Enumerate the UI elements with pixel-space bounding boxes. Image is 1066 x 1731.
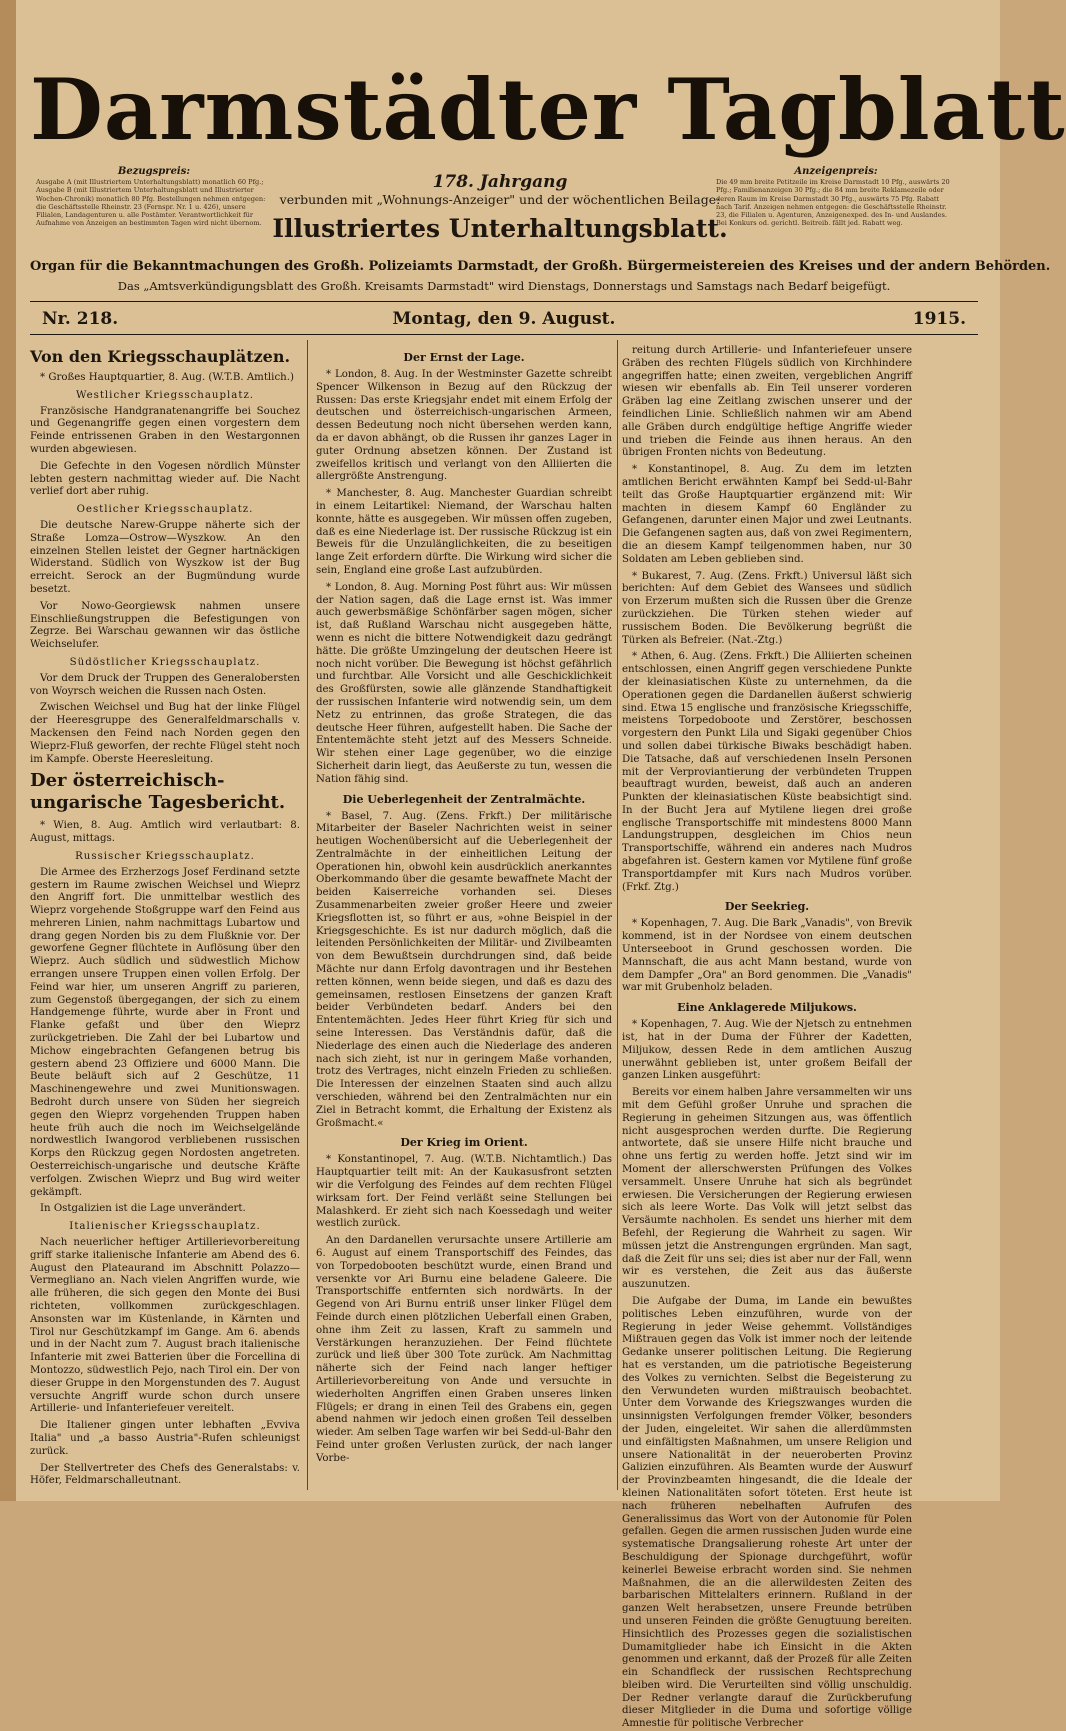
column-divider-1 — [307, 340, 308, 1490]
section-heading: Italienischer Kriegsschauplatz. — [69, 1221, 261, 1233]
section-heading: Südöstlicher Kriegsschauplatz. — [69, 656, 261, 668]
headline-oesterreich: Der österreichisch-ungarische Tagesbericht. — [30, 770, 286, 814]
amtsblatt-line: Das „Amtsverkündigungsblatt des Großh. Kreisamts Darmstadt" wird Dienstags, Donnerstags und Samstags nach Bedarf beigefügt. — [117, 279, 891, 293]
rule-bottom — [30, 334, 978, 335]
paragraph: Bereits vor einem halben Jahre versammelten wir uns mit dem Gefühl großer Unruhe und sprachen die Regierung in geheimen Sitzungen aus, was öffentlich nicht ausgesprochen werden durfte. Die Regierung antwortete, daß sie unsere Hilfe nicht brauche und ohne uns fertig zu werden hoffe. Jetzt sind wir im Moment der allerschwersten Prüfungen des Volkes versammelt. Unsere Unruhe hat sich als begründet erwiesen. Die Versicherungen der Regierung erwiesen sich als leere Worte. Das Volk will jetzt selbst das Versäumte nachholen. Es sendet uns hierher mit dem Befehl, der Regierung die Wahrheit zu sagen. Wir müssen jetzt die Anstrengungen ergründen. Man sagt, daß die Zeit für uns sei; dies ist aber nur der Fall, wenn wir es verstehen, die Zeit aus das äußerste auszunutzen. — [622, 1087, 912, 1291]
organ-line: Organ für die Bekanntmachungen des Großh. Polizeiamts Darmstadt, der Großh. Bürgermeistereien des Kreises und der andern Behörden. — [30, 259, 1051, 274]
beilage-title: Illustriertes Unterhaltungsblatt. — [272, 214, 728, 243]
paragraph: Vor dem Druck der Truppen des Generalobersten von Woyrsch weichen die Russen nach Osten. — [30, 672, 300, 697]
rule-top — [30, 301, 978, 302]
column-divider-2 — [617, 340, 618, 1490]
headline-kriegsschauplaetze: Von den Kriegsschauplätzen. — [30, 347, 291, 366]
paragraph: * Konstantinopel, 7. Aug. (W.T.B. Nichtamtlich.) Das Hauptquartier teilt mit: An der Kaukasusfront setzten wir die Verfolgung des Feindes auf dem rechten Flügel wirksam fort. Der Feind verläßt seine Stellungen bei Malashkerd. Er zieht sich nach Koessedagh und weiter westlich zurück. — [316, 1154, 612, 1230]
paragraph: * London, 8. Aug. In der Westminster Gazette schreibt Spencer Wilkenson in Bezug auf den Rückzug der Russen: Das erste Kriegsjahr endet mit einem Erfolg der deutschen und österreichisch-ungarischen Armeen, dessen Bedeutung noch nicht übersehen werden kann, da er davon abhängt, ob die Russen ihr ganzes Lager in guter Ordnung absetzen können. Der Zustand ist zweifellos kritisch und verlangt von den Alliierten die allergrößte Anstrengung. — [316, 369, 612, 483]
bezugspreis-text: Ausgabe A (mit Illustriertem Unterhaltungsblatt) monatlich 60 Pfg.; Ausgabe B (mit Illustriertem Unterhaltungsblatt und Illustrierter Wochen-Chronik) monatlich 80 Pfg. Bestellungen nehmen entgegen: die Geschäftsstelle Rheinstr. 23 (Fernspr. Nr. 1 u. 426), unsere Filialen, Landagenturen u. alle Postämter. Verantwortlichkeit für Aufnahme von Anzeigen an bestimmten Tagen wird nicht übernom. — [36, 178, 266, 228]
paragraph: Die Aufgabe der Duma, im Lande ein bewußtes politisches Leben einzuführen, wurde von der Regierung in jeder Weise gehemmt. Vollständiges Mißtrauen gegen das Volk ist immer noch der leitende Gedanke unserer politischen Leitung. Die Regierung hat es verstanden, um die patriotische Begeisterung des Volkes zu vernichten. Selbst die Begeisterung zu den Verwundeten wurden mißtrauisch beobachtet. Unter dem Vorwande des Kriegszwanges wurden die unsinnigsten Verfolgungen fremder Völker, besonders der Juden, eingeleitet. Wir sahen die allerdümmsten und einfältigsten Maßnahmen, um unsere Religion und unsere Nationalität in der neueroberten Provinz Galizien einzuführen. Als Beamten wurde der Auswurf der Provinzbeamten hingesandt, die die Ideale der kleinen Nationalitäten sofort töteten. Erst heute ist nach früheren nebelhaften Aufrufen des Generalissimus das Wort von der Autonomie für Polen gefallen. Gegen die armen russischen Juden wurde eine systematische Drangsalierung roheste Art unter der Beschuldigung der Spionage durchgeführt, wofür keinerlei Beweise erbracht worden sind. Sie nehmen Maßnahmen, die an die allerwildesten Zeiten des barbarischen Mittelalters erinnern. Rußland in der ganzen Welt herabsetzen, unsere Freunde betrüben und unseren Feinden die größte Genugtuung bereiten. Hinsichtlich des Prozesses gegen die sozialistischen Dumamitglieder habe ich Einsicht in die Akten genommen und erkannt, daß der Prozeß für alle Zeiten ein Schandfleck der russischen Rechtsprechung bleiben wird. Die Verurteilten sind völlig unschuldig. Der Redner verlangte darauf die Zurückberufung dieser Mitglieder in die Duma und sofortige völlige Amnestie für politische Verbrecher — [622, 1295, 912, 1730]
verbunden-line: verbunden mit „Wohnungs-Anzeiger" und der wöchentlichen Beilage: — [279, 192, 721, 207]
bezugspreis-box — [36, 168, 272, 227]
headline-miljukow: Eine Anklagerede Miljukows. — [677, 1001, 857, 1015]
paragraph: Die Armee des Erzherzogs Josef Ferdinand setzte gestern im Raume zwischen Weichsel und Wieprz den Angriff fort. Die unmittelbar westlich des Wieprz vorgehende Stoßgruppe warf den Feind aus mehreren Linien, nahm nachmittags Lubartow und drang gegen Norden bis zu dem Flußknie vor. Der geworfene Gegner flüchtete in Auflösung über den Wieprz. Auch südlich und südwestlich Michow errangen unsere Truppen einen vollen Erfolg. Der Feind war hier, um unseren Angriff zu parieren, zum Gegenstoß übergegangen, der sich zu einem Handgemenge führte, wurde aber in Front und Flanke gefaßt und über den Wieprz zurückgetrieben. Die Zahl der bei Lubartow und Michow eingebrachten Gefangenen betrug bis gestern abend 23 Offiziere und 6000 Mann. Die Beute beläuft sich auf 2 Geschütze, 11 Maschinengewehre und zwei Munitionswagen. Bedroht durch unsere von Süden her siegreich gegen den Wieprz vorgehenden Truppen haben heute früh auch die noch im Weichselgelände nordwestlich Iwangorod verbliebenen russischen Korps den Rückzug gegen Nordosten angetreten. Oesterreichisch-ungarische und deutsche Kräfte verfolgen. Zwischen Wieprz und Bug wird weiter gekämpft. — [30, 866, 300, 1198]
bezugspreis-title: Bezugspreis: — [117, 166, 191, 177]
paragraph: * Bukarest, 7. Aug. (Zens. Frkft.) Universul läßt sich berichten: Auf dem Gebiet des Wansees und südlich von Erzerum mußten sich die Russen über die Grenze zurückziehen. Die Türken stehen wieder auf russischem Boden. Die Bevölkerung begrüßt die Türken als Befreier. (Nat.-Ztg.) — [622, 570, 912, 646]
paragraph: An den Dardanellen verursachte unsere Artillerie am 6. August auf einem Transportschiff des Feindes, das von Torpedobooten beschützt wurde, einen Brand und versenkte vor Ari Burnu eine beladene Galeere. Die Transportschiffe entfernten sich nordwärts. In der Gegend von Ari Burnu entriß unser linker Flügel dem Feinde durch einen plötzlichen Ueberfall einen Graben, ohne ihm Zeit zu lassen, Kraft zu sammeln und Verstärkungen heranzuziehen. Der Feind flüchtete zurück und ließ über 300 Tote zurück. Am Nachmittag näherte sich der Feind nach langer heftiger Artillerievorbereitung von Ande und versuchte in wiederholten Angriffen einen Graben unseres linken Flügels; er drang in einen Teil des Grabens ein, gegen abend nahmen wir jedoch einen großen Teil desselben wieder. Am selben Tage warfen wir bei Sedd-ul-Bahr den Feind unter großen Verlusten zurück, der nach langer Vorbe- — [316, 1235, 612, 1464]
jahrgang: 178. Jahrgang — [432, 172, 568, 192]
column-1 — [30, 345, 300, 1490]
paragraph: * London, 8. Aug. Morning Post führt aus: Wir müssen der Nation sagen, daß die Lage ernst ist. Was immer auch gewerbsmäßige Schönfärber sagen mögen, sicher ist, daß Rußland Warschau nicht ausgegeben hätte, wenn es nicht die bittere Notwendigkeit dazu gedrängt hätte. Die größte Umzingelung der deutschen Heere ist noch nicht vorüber. Die Bewegung ist höchst gefährlich und furchtbar. Alle Vorsicht und alle Geschicklichkeit des Großfürsten, sowie alle glänzende Standhaftigkeit der russischen Infanterie wird notwendig sein, um dem Netz zu entrinnen, das große Strategen, die das deutsche Heer führen, aufgestellt haben. Die Sache der Ententemächte steht jetzt auf des Messers Schneide. Wir stehen einer Lage gegenüber, wo die einzige Sicherheit darin liegt, das Aeußerste zu tun, wessen die Nation fähig sind. — [316, 581, 612, 785]
anzeigenpreis-box — [716, 168, 956, 227]
paragraph: Französische Handgranatenangriffe bei Souchez und Gegenangriffe gegen einen vorgestern dem Feinde entrissenen Graben in den Westargonnen wurden abgewiesen. — [30, 405, 300, 455]
paragraph: * Basel, 7. Aug. (Zens. Frkft.) Der militärische Mitarbeiter der Baseler Nachrichten weist in seiner heutigen Wochenübersicht auf die Ueberlegenheit der Zentralmächte in der einheitlichen Leitung der Operationen hin, obwohl kein ausdrücklich anerkanntes Oberkommando über die gesamte bewaffnete Macht der beiden Kaiserreiche vorhanden sei. Dieses Zusammenarbeiten zweier großer Heere und zweier Kriegsflotten ist, so führt er aus, »ohne Beispiel in der Kriegsgeschichte. Es ist nur dadurch möglich, daß die leitenden Persönlichkeiten der Militär- und Zivilbeamten von dem Bewußtsein durchdrungen sind, daß beide Mächte nur dann Erfolg davontragen und ihr Bestehen retten können, wenn beide siegen, und daß es dazu des gemeinsamen, restlosen Einsetzens der ganzen Kraft beider Verbündeten bedarf. Anders bei den Ententemächten. Jedes Heer führt Krieg für sich und seine Interessen. Das Verständnis dafür, daß die Niederlage des einen auch die Niederlage des anderen nach sich zieht, ist nur in geringem Maße vorhanden, trotz des Vertrages, nicht einzeln Frieden zu schließen. Die Interessen der einzelnen Staaten sind auch allzu verschieden, während bei den Zentralmächten nur ein Ziel in Betracht kommt, die Erhaltung der Existenz als Großmacht.« — [316, 810, 612, 1129]
paragraph: * Manchester, 8. Aug. Manchester Guardian schreibt in einem Leitartikel: Niemand, der Warschau halten konnte, hätte es ausgegeben. Wir müssen offen zugeben, daß es eine Niederlage ist. Der russische Rückzug ist ein Beweis für die Unzulänglichkeiten, die zu beseitigen lange Zeit erfordern dürfte. Die Wirkung wird sicher die sein, England eine große Last aufzubürden. — [316, 488, 612, 576]
paragraph: * Athen, 6. Aug. (Zens. Frkft.) Die Alliierten scheinen entschlossen, einen Angriff gegen verschiedene Punkte der kleinasiatischen Küste zu unternehmen, da die Operationen gegen die Dardanellen äußerst schwierig sind. Etwa 15 englische und französische Kriegsschiffe, meistens Torpedoboote und Zerstörer, beschossen vorgestern den Punkt Lila und Sigaki gegenüber Chios und sollen dabei türkische Biwaks beschädigt haben. Die Tatsache, daß auf verschiedenen Inseln Personen mit der Verproviantierung der verbündeten Truppen beauftragt wurden, beweist, daß auch an anderen Punkten der kleinasiatischen Küste beabsichtigt sind. In der Bucht Jera auf Mytilene liegen drei große englische Transportschiffe mit mindestens 8000 Mann Landungstruppen, desgleichen im Chios neun Transportschiffe, während ein anderes nach Mudros abgefahren ist. Gestern kamen vor Mytilene fünf große Transportdampfer mit Kurs nach Mudros vorüber. (Frkf. Ztg.) — [622, 651, 912, 893]
paragraph: Zwischen Weichsel und Bug hat der linke Flügel der Heeresgruppe des Generalfeldmarschalls v. Mackensen den Feind nach Norden gegen den Wieprz-Fluß geworfen, der rechte Flügel steht noch im Kampfe. Oberste Heeresleitung. — [30, 702, 300, 765]
paragraph: Die Gefechte in den Vogesen nördlich Münster lebten gestern nachmittag wieder auf. Die Nacht verlief dort aber ruhig. — [30, 460, 300, 498]
paragraph: Die Italiener gingen unter lebhaften „Evviva Italia" und „a basso Austria"-Rufen schleunigst zurück. — [30, 1420, 300, 1457]
paragraph: reitung durch Artillerie- und Infanteriefeuer unsere Gräben des rechten Flügels südlich von Kirchhindere angegriffen hatte; einen zweiten, vergeblichen Angriff wiesen wir ebenfalls ab. Ein Teil unserer vorderen Gräben lag eine Zeitlang zwischen unserer und der feindlichen Linie. Schließlich nahmen wir am Abend alle Gräben durch endgültige heftige Angriffe wieder und trieben die Feinde aus ihnen heraus. An den übrigen Fronten nichts von Bedeutung. — [622, 345, 912, 459]
paragraph: In Ostgalizien ist die Lage unverändert. — [40, 1203, 246, 1215]
paragraph: Nach neuerlicher heftiger Artillerievorbereitung griff starke italienische Infanterie am Abend des 6. August den Plateaurand im Abschnitt Polazzo—Vermegliano an. Nach vielen Angriffen wurde, wie alle früheren, die sich gegen den Monte dei Busi richteten, vollkommen zurückgeschlagen. Ansonsten war im Küstenlande, in Kärnten und Tirol nur Geschützkampf im Gange. Am 6. abends und in der Nacht zum 7. August brach italienische Infanterie mit zwei Batterien über die Forcellina di Montozzo, südwestlich Pejo, nach Tirol ein. Der von dieser Gruppe in den Morgenstunden des 7. August versuchte Angriff wurde schon durch unsere Artillerie- und Infanteriefeuer vereitelt. — [30, 1237, 300, 1415]
issue-date: Montag, den 9. August. — [392, 309, 616, 329]
anzeigenpreis-title: Anzeigenpreis: — [794, 166, 878, 177]
column-3 — [622, 345, 912, 1730]
masthead-title: Darmstädter Tagblatt — [30, 60, 1066, 159]
headline-ueberlegenheit: Die Ueberlegenheit der Zentralmächte. — [342, 792, 586, 806]
paragraph: * Wien, 8. Aug. Amtlich wird verlautbart: 8. August, mittags. — [30, 820, 300, 845]
headline-krieg-im-orient: Der Krieg im Orient. — [400, 1136, 528, 1150]
paragraph: * Konstantinopel, 8. Aug. Zu dem im letzten amtlichen Bericht erwähnten Kampf bei Sedd-ul-Bahr teilt das Große Hauptquartier ergänzend mit: Wir machten in diesem Kampf 60 Engländer zu Gefangenen, darunter einen Major und zwei Leutnants. Die Gefangenen sagten aus, daß von zwei Regimentern, die an diesem Kampf teilgenommen haben, nur 30 Soldaten am Leben geblieben sind. — [622, 464, 912, 565]
section-heading: Westlicher Kriegsschauplatz. — [75, 389, 255, 401]
section-heading: Oestlicher Kriegsschauplatz. — [76, 504, 254, 516]
dateline — [30, 305, 978, 331]
paragraph: * Kopenhagen, 7. Aug. Die Bark „Vanadis", von Brevik kommend, ist in der Nordsee von einem deutschen Unterseeboot in Grund geschossen worden. Die Mannschaft, die aus acht Mann bestand, wurde von dem Dampfer „Ora" an Bord genommen. Die „Vanadis" war mit Grubenholz beladen. — [622, 918, 912, 994]
center-header — [240, 172, 760, 244]
paragraph: Vor Nowo-Georgiewsk nahmen unsere Einschließungstruppen die Befestigungen von Zegrze. Bei Warschau gewannen wir das östliche Weichselufer. — [30, 600, 300, 651]
column-2 — [316, 345, 612, 1490]
anzeigenpreis-text: Die 49 mm breite Petitzeile im Kreise Darmstadt 10 Pfg., auswärts 20 Pfg.; Familienanzeigen 30 Pfg.; die 84 mm breite Reklamezeile oder deren Raum im Kreise Darmstadt 30 Pfg., auswärts 75 Pfg. Rabatt nach Tarif. Anzeigen nehmen entgegen: die Geschäftsstelle Rheinstr. 23, die Filialen u. Agenturen, Anzeigenexped. des In- und Auslandes. Bei Konkurs od. gerichtl. Beitreib. fällt jed. Rabatt weg. — [716, 178, 950, 228]
headline-seekrieg: Der Seekrieg. — [724, 900, 810, 914]
section-heading: Russischer Kriegsschauplatz. — [75, 850, 255, 862]
paragraph: Die deutsche Narew-Gruppe näherte sich der Straße Lomza—Ostrow—Wyszkow. An den einzelnen Stellen leistet der Gegner hartnäckigen Widerstand. Südlich von Wyszkow ist der Bug erreicht. Serock an der Bugmündung wurde besetzt. — [30, 519, 300, 595]
page-edge — [0, 0, 16, 1501]
paragraph: * Großes Hauptquartier, 8. Aug. (W.T.B. Amtlich.) — [40, 372, 294, 383]
headline-ernst-der-lage: Der Ernst der Lage. — [403, 351, 525, 364]
issue-year: 1915. — [912, 309, 966, 329]
paragraph: Der Stellvertreter des Chefs des Generalstabs: v. Höfer, Feldmarschalleutnant. — [30, 1462, 300, 1487]
issue-number: Nr. 218. — [42, 309, 119, 329]
paragraph: * Kopenhagen, 7. Aug. Wie der Njetsch zu entnehmen ist, hat in der Duma der Führer der Kadetten, Miljukow, dessen Rede in dem amtlichen Auszug unerwähnt geblieben ist, unter großem Beifall der ganzen Linken ausgeführt: — [622, 1019, 912, 1082]
